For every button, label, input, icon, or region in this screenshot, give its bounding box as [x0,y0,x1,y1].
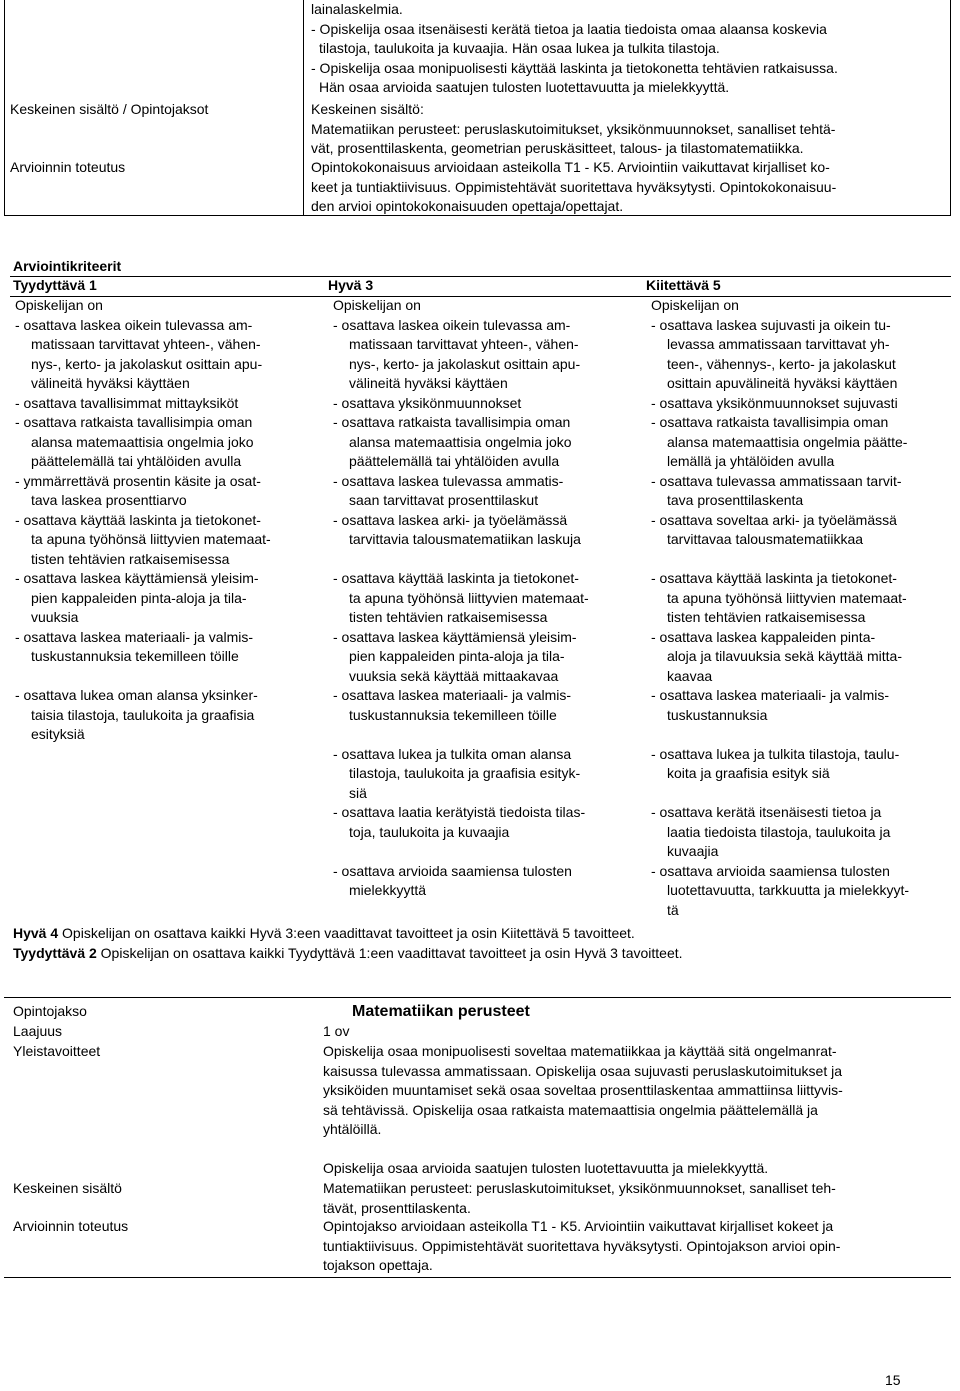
criteria-line: taisia tilastoja, taulukoita ja graafisia [31,706,255,723]
criteria-line: tisten tehtävien ratkaisemisessa [31,550,230,567]
course-arviointi-line: Opintojakso arvioidaan asteikolla T1 - K5. Arviointiin vaikuttavat kirjalliset kokeet ja [323,1218,834,1234]
criteria-line: välineitä hyväksi käyttäen [31,375,190,391]
criteria-line: päättelemällä tai yhtälöiden avulla [31,453,242,469]
criteria-line: - osattava käyttää laskinta ja tietokonet- [651,570,897,586]
criteria-line: - osattava yksikönmuunnokset [333,394,522,411]
label-arvioinnin-toteutus: Arvioinnin toteutus [13,1218,129,1234]
criteria-line: päättelemällä tai yhtälöiden avulla [349,453,560,469]
criteria-line [333,550,589,570]
label-opintojakso: Opintojakso [13,1003,87,1019]
criteria-line: ta apuna työhönsä liittyvien matemaat- [349,589,589,606]
criteria-line: tisten tehtävien ratkaisemisessa [667,609,866,625]
criteria-line: tava prosenttilaskenta [667,492,804,508]
criteria-line: Opiskelijan on [651,297,739,313]
criteria-header-row [10,276,951,296]
sisalto-line: vät, prosenttilaskenta, geometrian peruskäsitteet, talous- ja tilastomatematiikka. [311,140,804,156]
criteria-line: tilastoja, taulukoita ja graafisia esityk- [349,765,581,781]
criteria-line: - osattava laskea tulevassa ammatis- [333,472,564,489]
note-tyydyttava-2 [13,944,683,964]
course-yleistavoitteet-extra: Opiskelija osaa arvioida saatujen tulosten luotettavuutta ja mielekkyyttä. [323,1160,769,1176]
criteria-line: - osattava laskea materiaali- ja valmis- [15,628,254,645]
criteria-line: tuskustannuksia tekemilleen töille [31,648,239,664]
criteria-line: koita ja graafisia esityk siä [667,765,830,781]
criteria-line: lemällä ja yhtälöiden avulla [667,453,835,469]
criteria-line: vuuksia [31,609,79,625]
criteria-line: tarvittavaa talousmatematiikkaa [667,531,864,547]
label-arvioinnin-toteutus: Arvioinnin toteutus [10,159,126,175]
criteria-line: - osattava lukea ja tulkita tilastoja, taulu- [651,745,900,762]
criteria-line: luotettavuutta, tarkkuutta ja mielekkyyt- [667,882,909,898]
criteria-line: alansa matemaattisia ongelmia joko [349,433,572,450]
criteria-line: - osattava arvioida saamiensa tulosten [651,862,890,879]
criteria-line: tuskustannuksia tekemilleen töille [349,706,557,723]
course-laajuus-value: 1 ov [323,1023,350,1039]
label-yleistavoitteet: Yleistavoitteet [13,1043,101,1059]
criteria-column-kiitettava [651,296,909,920]
criteria-column-tyydyttava [15,296,271,745]
criteria-line: saan tarvittavat prosenttilaskut [349,492,539,508]
criteria-line: - ymmärrettävä prosentin käsite ja osat- [15,472,261,489]
criteria-line: - osattava kerätä itsenäisesti tietoa ja [651,804,882,820]
course-title: Matematiikan perusteet [352,1003,530,1020]
yleis-line: yksiköiden muuntamiset sekä osaa soveltaa prosenttilaskentaa ammattiinsa liittyvis- [323,1082,843,1098]
criteria-line: vuuksia sekä käyttää mittaakavaa [349,667,559,684]
criteria-line: tarvittavia talousmatematiikan laskuja [349,531,581,547]
note-hyva-4 [13,924,635,944]
criteria-line: - osattava soveltaa arki- ja työelämässä [651,511,897,528]
page-number: 15 [885,1372,901,1388]
criteria-line: - osattava arvioida saamiensa tulosten [333,862,572,879]
criteria-line: nys-, kerto- ja jakolaskut osittain apu- [31,355,263,372]
course-arviointi-line: tojakson opettaja. [323,1257,433,1273]
course-arvioinnin-toteutus [323,1217,840,1276]
criteria-line: - osattava laskea käyttämiensä yleisim- [15,570,259,586]
continuation-line: Hän osaa arvioida saatujen tulosten luotettavuutta ja mielekkyyttä. [319,79,730,95]
arviointi-line: Opintokokonaisuus arvioidaan asteikolla T1 - K5. Arviointiin vaikuttavat kirjalliset ko- [311,159,830,175]
criteria-line [333,842,589,862]
criteria-line [651,784,909,804]
criteria-line: Opiskelijan on [333,297,421,313]
criteria-line: tisten tehtävien ratkaisemisessa [349,609,548,625]
criteria-line: tava laskea prosenttiarvo [31,492,187,508]
criteria-line [15,667,271,687]
course-sisalto-line: Matematiikan perusteet: peruslaskutoimitukset, yksikönmuunnokset, sanalliset teh- [323,1180,836,1196]
note-hyva-4-text: Opiskelijan on osattava kaikki Hyvä 3:een vaadittavat tavoitteet ja osin Kiitettävä 5 tavoitteet. [58,925,635,941]
criteria-line: - osattava laskea materiaali- ja valmis- [333,687,572,703]
criteria-line: - osattava käyttää laskinta ja tietokonet- [15,511,261,528]
yleis-line: kaisussa tulevassa ammatissaan. Opiskelija osaa sujuvasti peruslaskutoimitukset ja [323,1062,843,1079]
criteria-line: aloja ja tilavuuksia sekä käyttää mitta- [667,648,902,664]
yleis-line: Opiskelija osaa monipuolisesti soveltaa matematiikkaa ja käyttää sitä ongelmanrat- [323,1043,837,1059]
criteria-line [333,725,589,745]
criteria-line: ta apuna työhönsä liittyvien matemaat- [667,589,907,606]
criteria-line: toja, taulukoita ja kuvaajia [349,823,510,840]
label-keskeinen-sisalto: Keskeinen sisältö [13,1180,122,1196]
criteria-line: - osattava käyttää laskinta ja tietokonet- [333,570,579,586]
criteria-line: siä [349,784,367,801]
yleis-line: sä tehtävissä. Opiskelija osaa ratkaista matemaattisia ongelmia päättelemällä ja [323,1101,818,1118]
top-continuation [311,0,838,98]
criteria-line: pien kappaleiden pinta-aloja ja tila- [31,589,247,606]
course-yleistavoitteet [323,1042,843,1140]
header-kiitettava: Kiitettävä 5 [646,277,721,293]
sisalto-line: Matematiikan perusteet: peruslaskutoimitukset, yksikönmuunnokset, sanalliset tehtä- [311,120,836,137]
criteria-line: alansa matemaattisia ongelmia päätte- [667,433,908,450]
criteria-line: laatia tiedoista tilastoja, taulukoita ja [667,823,891,840]
note-tyydyttava-2-label: Tyydyttävä 2 [13,945,97,961]
continuation-line: lainalaskelmia. [311,1,403,17]
criteria-line: - osattava laskea materiaali- ja valmis- [651,687,890,703]
criteria-line: - osattava tulevassa ammatissaan tarvit- [651,472,902,489]
criteria-line: - osattava lukea ja tulkita oman alansa [333,745,572,762]
criteria-line: välineitä hyväksi käyttäen [349,375,508,391]
header-tyydyttava: Tyydyttävä 1 [13,277,97,293]
criteria-line: matissaan tarvittavat yhteen-, vähen- [349,336,579,352]
criteria-line: kaavaa [667,667,713,684]
criteria-line: esityksiä [31,726,85,742]
arviointi-line: den arvioi opintokokonaisuuden opettaja/opettajat. [311,198,624,214]
criteria-line: ta apuna työhönsä liittyvien matemaat- [31,531,271,547]
criteria-line: - osattava ratkaista tavallisimpia oman [651,414,889,430]
criteria-line: pien kappaleiden pinta-aloja ja tila- [349,648,565,664]
criteria-line: Opiskelijan on [15,297,103,313]
criteria-line: - osattava laskea kappaleiden pinta- [651,628,876,645]
criteria-line: alansa matemaattisia ongelmia joko [31,433,254,450]
yleis-line: yhtälöillä. [323,1121,382,1137]
criteria-line: - osattava laskea oikein tulevassa am- [333,316,571,333]
criteria-line: - osattava ratkaista tavallisimpia oman [15,414,253,430]
top-keskeinen-sisalto [311,100,835,159]
label-keskeinen-sisalto: Keskeinen sisältö / Opintojaksot [10,101,209,117]
criteria-title: Arviointikriteerit [13,258,122,274]
criteria-line: - osattava lukea oman alansa yksinker- [15,687,258,703]
criteria-line: nys-, kerto- ja jakolaskut osittain apu- [349,355,581,372]
criteria-line: teen-, vähennys-, kerto- ja jakolaskut [667,355,896,372]
course-sisalto-line: tävät, prosenttilaskenta. [323,1199,471,1216]
sisalto-line: Keskeinen sisältö: [311,101,424,117]
criteria-line [651,725,909,745]
top-arvioinnin-toteutus [311,158,836,217]
criteria-line: kuvaajia [667,843,719,859]
note-tyydyttava-2-text: Opiskelijan on osattava kaikki Tyydyttävä 1:een vaadittavat tavoitteet ja osin Hyvä 3 tavoitteet. [96,945,683,961]
criteria-line: - osattava laskea oikein tulevassa am- [15,316,253,333]
criteria-line: - osattava laskea käyttämiensä yleisim- [333,628,577,645]
note-hyva-4-label: Hyvä 4 [13,925,59,941]
criteria-line [651,550,909,570]
criteria-line: - osattava tavallisimmat mittayksiköt [15,394,239,411]
criteria-line: levassa ammatissaan tarvittavat yh- [667,336,890,352]
criteria-line: - osattava laskea sujuvasti ja oikein tu- [651,316,891,333]
criteria-line: - osattava ratkaista tavallisimpia oman [333,414,571,430]
criteria-line: - osattava laatia kerätyistä tiedoista tilas- [333,804,586,820]
criteria-column-hyva [333,296,589,901]
course-top-rule [4,997,951,998]
criteria-line: - osattava yksikönmuunnokset sujuvasti [651,394,898,411]
top-table-divider [303,0,304,216]
header-hyva: Hyvä 3 [328,277,374,293]
criteria-line: tä [667,901,679,918]
course-arviointi-line: tuntiaktiivisuus. Oppimistehtävät suoritettava hyväksytysti. Opintojakson arvioi opin- [323,1237,841,1254]
criteria-line: osittain apuvälineitä hyväksi käyttäen [667,375,898,391]
criteria-line: tuskustannuksia [667,706,768,723]
criteria-line: - osattava laskea arki- ja työelämässä [333,511,568,528]
arviointi-line: keet ja tuntiaktiivisuus. Oppimistehtävät suoritettava hyväksytysti. Opintokokonaisuu- [311,178,837,195]
continuation-line: - Opiskelija osaa itsenäisesti kerätä tietoa ja laatia tiedoista omaa alaansa koskevia [311,20,827,37]
continuation-line: - Opiskelija osaa monipuolisesti käyttää laskinta ja tietokonetta tehtävien ratkaisussa. [311,59,838,76]
criteria-line: mielekkyyttä [349,882,427,898]
label-laajuus: Laajuus [13,1023,63,1039]
course-keskeinen-sisalto [323,1179,836,1218]
course-bottom-rule [4,1277,951,1278]
continuation-line: tilastoja, taulukoita ja kuvaajia. Hän osaa lukea ja tulkita tilastoja. [319,40,720,56]
criteria-line: matissaan tarvittavat yhteen-, vähen- [31,336,261,352]
